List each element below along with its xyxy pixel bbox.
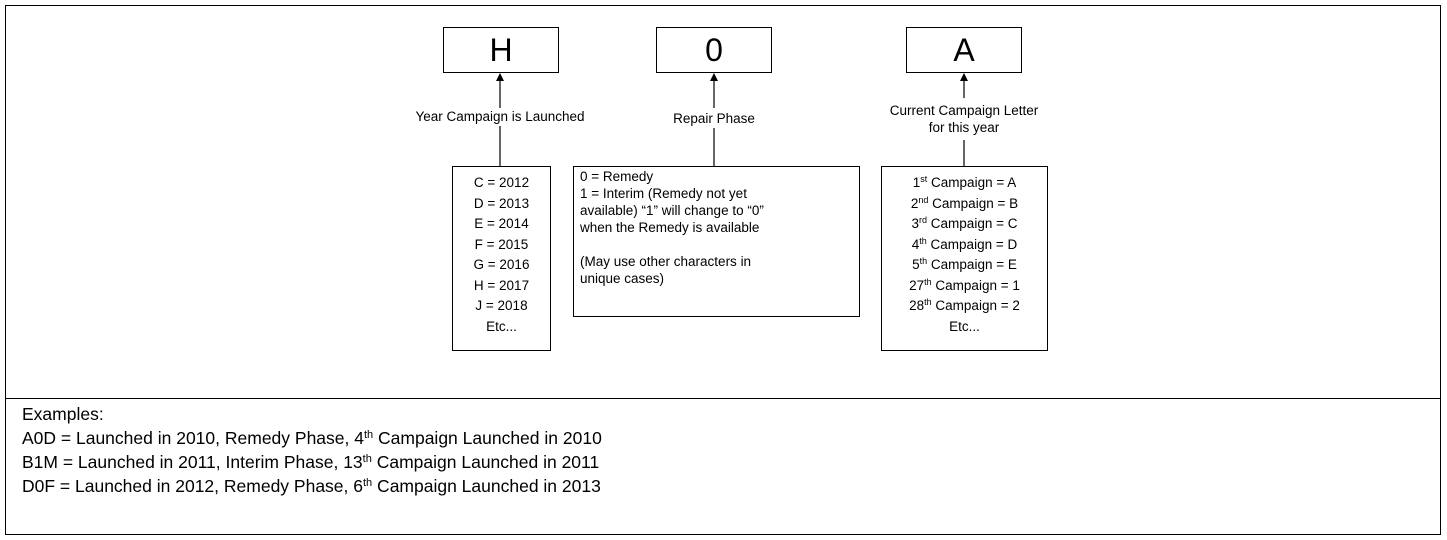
list-item: 1 = Interim (Remedy not yet [580, 186, 747, 201]
list-item: Etc... [486, 318, 517, 334]
example-row: A0D = Launched in 2010, Remedy Phase, 4th Campaign Launched in 2010 [22, 428, 602, 448]
list-item: when the Remedy is available [580, 220, 760, 235]
examples-heading: Examples: [22, 404, 104, 424]
caption-year: Year Campaign is Launched [390, 108, 610, 125]
list-item: (May use other characters in [580, 254, 752, 269]
list-item: 28th Campaign = 2 [909, 297, 1020, 313]
list-item: 1st Campaign = A [912, 174, 1017, 190]
caption-letter: Current Campaign Letter for this year [884, 102, 1044, 136]
code-char-phase: 0 [705, 32, 723, 68]
list-item: D = 2013 [473, 195, 530, 211]
list-item: 5th Campaign = E [912, 256, 1017, 272]
examples-section [22, 402, 602, 498]
letter-code-list [881, 166, 1048, 351]
list-item: 2nd Campaign = B [910, 194, 1019, 211]
code-char-letter: A [953, 32, 975, 68]
list-item: 4th Campaign = D [911, 235, 1018, 252]
list-item: 27th Campaign = 1 [909, 276, 1020, 293]
list-item: J = 2018 [475, 298, 528, 313]
code-box-phase [656, 27, 772, 73]
list-item: G = 2016 [473, 257, 530, 272]
year-code-list [452, 166, 551, 351]
list-item: unique cases) [580, 271, 665, 286]
list-item: Etc... [949, 318, 980, 334]
list-item: F = 2015 [474, 236, 529, 252]
code-char-year: H [489, 32, 513, 68]
code-box-letter [906, 27, 1022, 73]
list-item: 3rd Campaign = C [911, 215, 1018, 231]
list-item: C = 2012 [473, 175, 530, 190]
list-item: available) “1” will change to “0” [580, 203, 764, 218]
phase-code-list [573, 166, 860, 317]
code-box-year [443, 27, 559, 73]
caption-phase: Repair Phase [654, 110, 774, 127]
list-item: H = 2017 [473, 277, 530, 293]
example-row: B1M = Launched in 2011, Interim Phase, 13th Campaign Launched in 2011 [22, 452, 600, 472]
list-item: 0 = Remedy [580, 169, 654, 184]
list-item: E = 2014 [474, 216, 529, 231]
example-row: D0F = Launched in 2012, Remedy Phase, 6th Campaign Launched in 2013 [22, 476, 601, 496]
